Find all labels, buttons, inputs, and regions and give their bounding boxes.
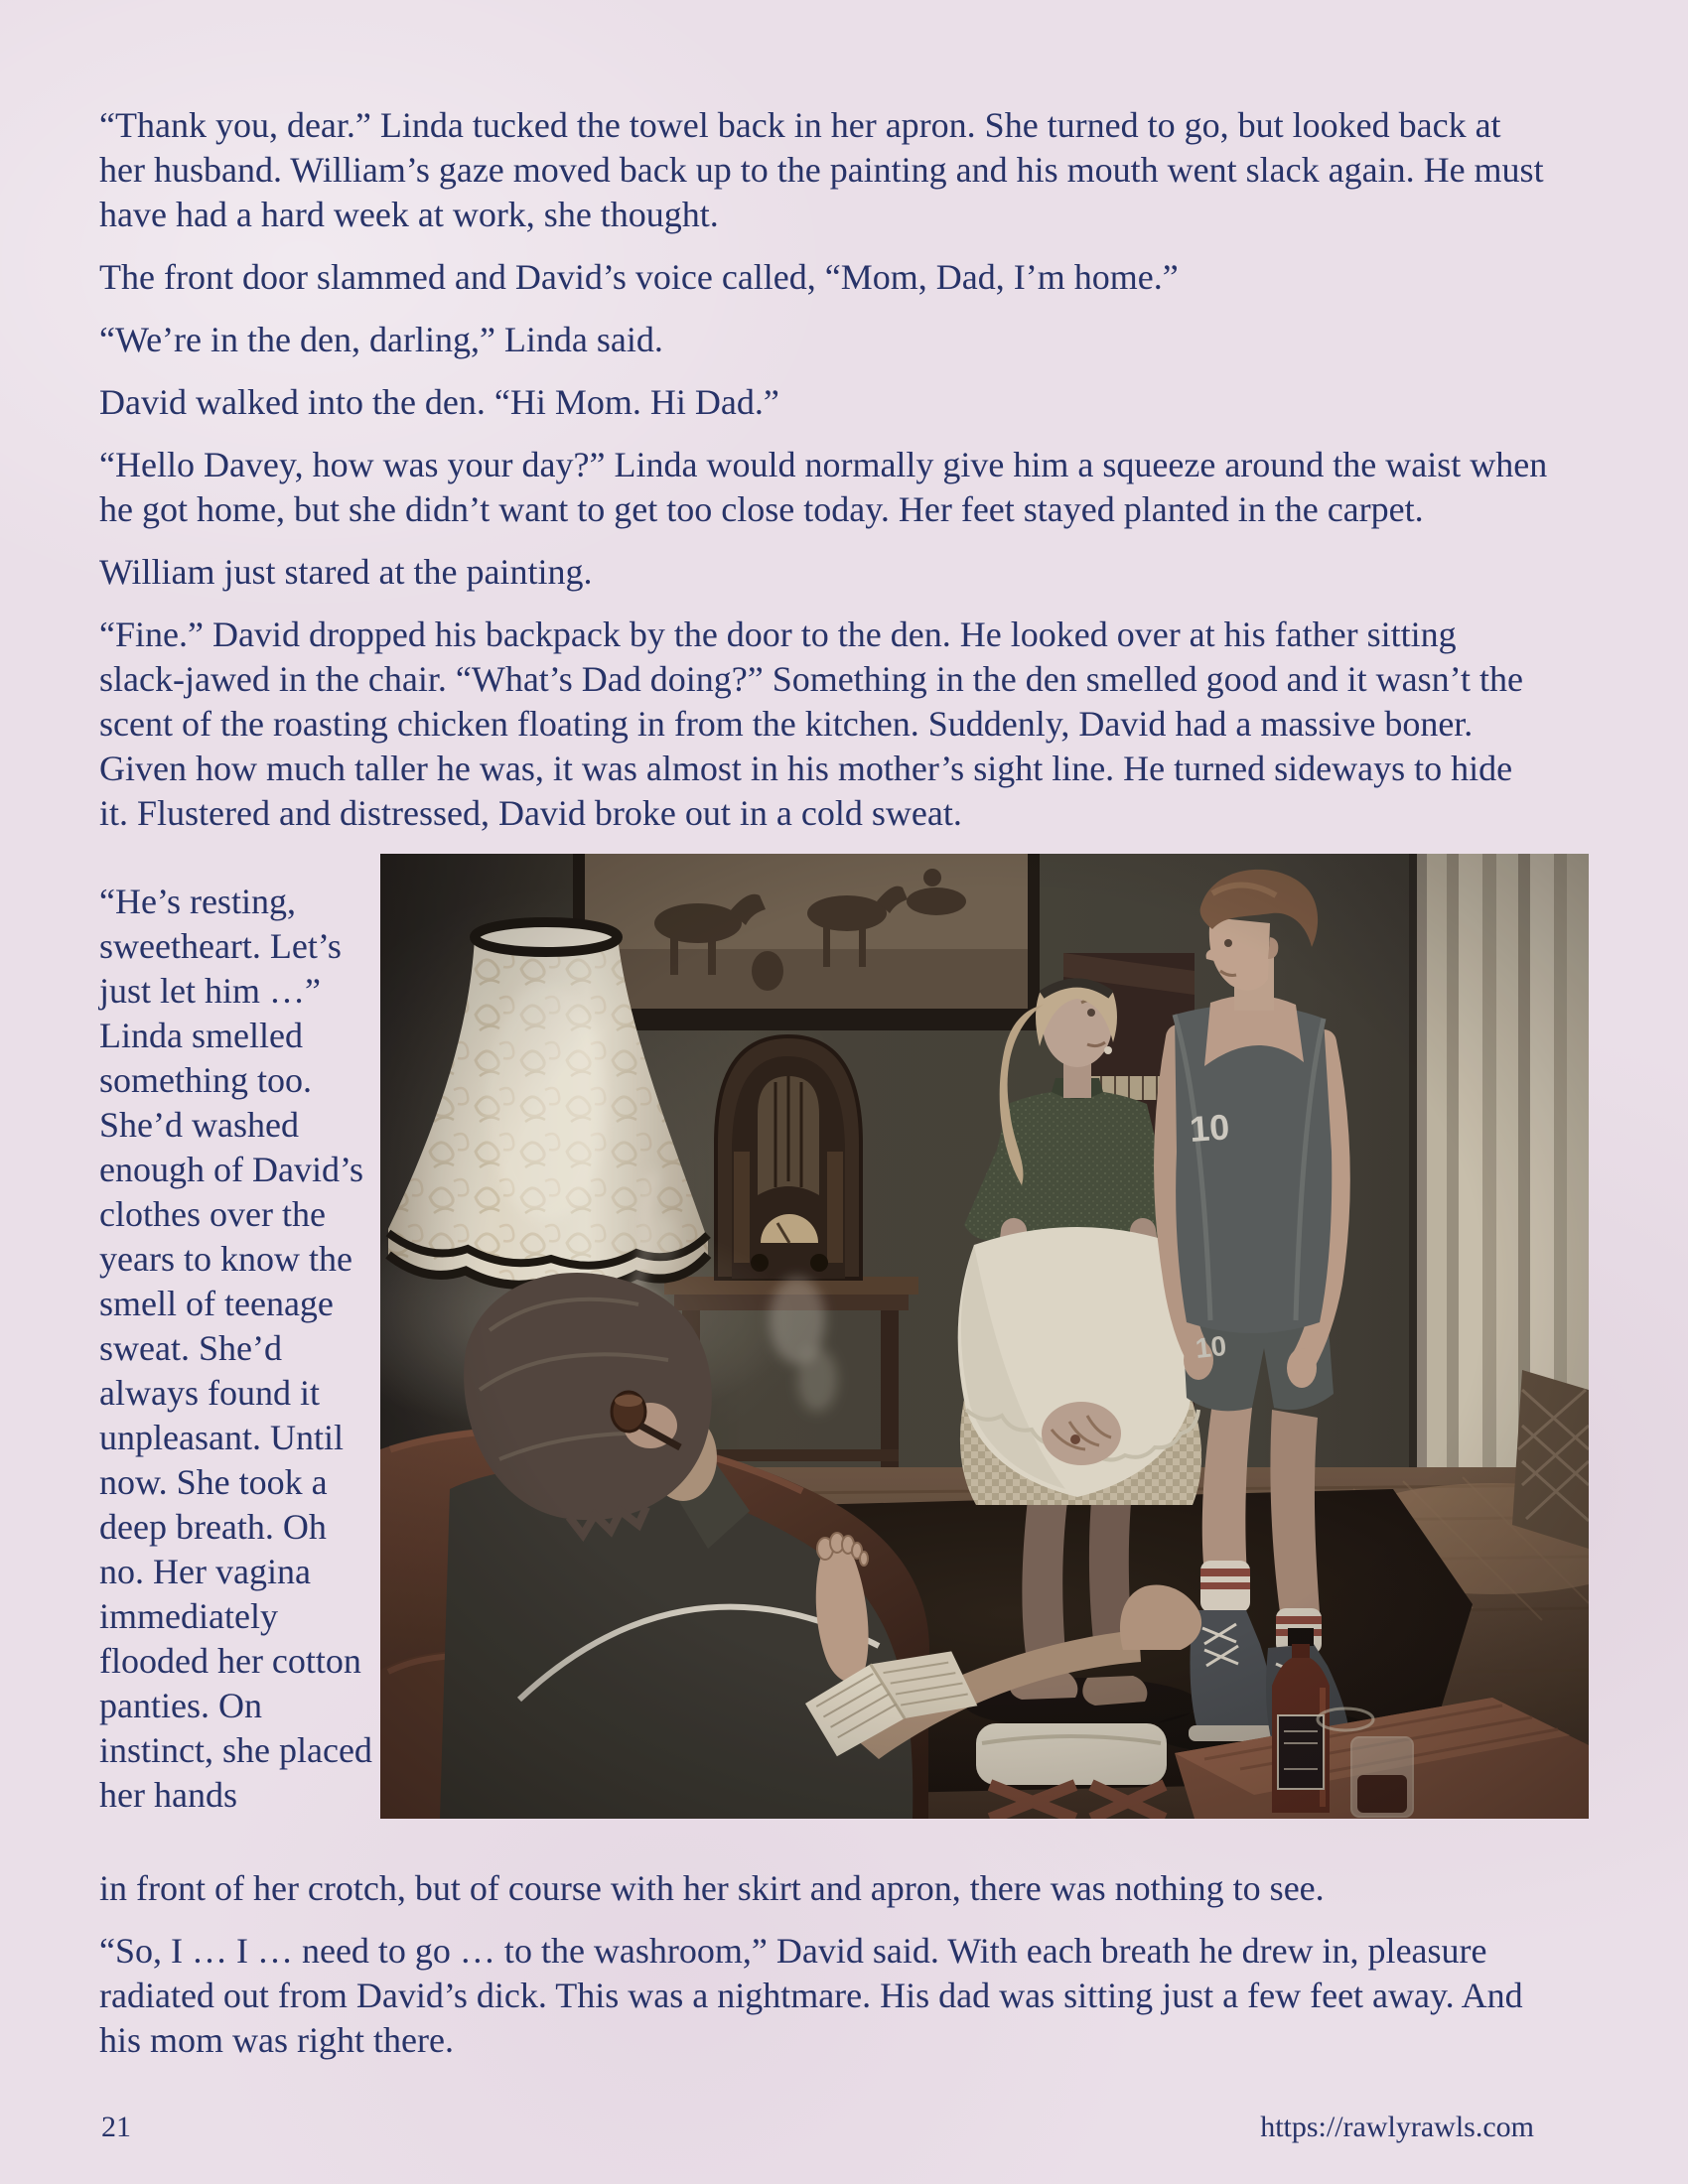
paragraph-3: “We’re in the den, darling,” Linda said. (99, 320, 663, 359)
paragraph-1: “Thank you, dear.” Linda tucked the towel back in her apron. She turned to go, but looked back at her husband. William’s gaze moved back up to the painting and his mouth went slack again. He must have had a hard week at work, she thought. (99, 105, 1544, 234)
wrap-continuation: in front of her crotch, but of course with her skirt and apron, there was nothing to see. (99, 1868, 1325, 1908)
page-footer (101, 2111, 1534, 2144)
wrapped-paragraph: “He’s resting, sweetheart. Let’s just let him …” Linda smelled something too. She’d washed enough of David’s clothes over the years to know the smell of teenage sweat. She’d always found it unpleasant. Until now. She took a deep breath. Oh no. Her vagina immediately flooded her cotton panties. On instinct, she placed her hands (99, 882, 372, 1815)
den-illustration (380, 854, 1589, 1819)
paragraph-6: William just stared at the painting. (99, 552, 593, 592)
paragraph-7: “Fine.” David dropped his backpack by the door to the den. He looked over at his father sitting slack-jawed in the chair. “What’s Dad doing?” Something in the den smelled good and it wasn’t the scent of the roasting chicken floating in from the kitchen. Suddenly, David had a massive boner. Given how much taller he was, it was almost in his mother’s sight line. He turned sideways to hide it. Flustered and distressed, David broke out in a cold sweat. (99, 614, 1523, 833)
page-number: 21 (101, 2111, 131, 2143)
sepia-tint (380, 854, 1589, 1819)
illustrated-section (99, 854, 1549, 1911)
closing-paragraph: “So, I … I … need to go … to the washroom,” David said. With each breath he drew in, pleasure radiated out from David’s dick. This was a nightmare. His dad was sitting just a few feet away. And his mom was right there. (99, 1931, 1523, 2060)
paragraph-4: David walked into the den. “Hi Mom. Hi Dad.” (99, 382, 779, 422)
site-link[interactable]: https://rawlyrawls.com (1260, 2111, 1534, 2143)
paragraph-5: “Hello Davey, how was your day?” Linda would normally give him a squeeze around the waist when he got home, but she didn’t want to get too close today. Her feet stayed planted in the carpet. (99, 445, 1548, 529)
den-scene-svg (380, 854, 1589, 1819)
paragraph-2: The front door slammed and David’s voice called, “Mom, Dad, I’m home.” (99, 257, 1179, 297)
